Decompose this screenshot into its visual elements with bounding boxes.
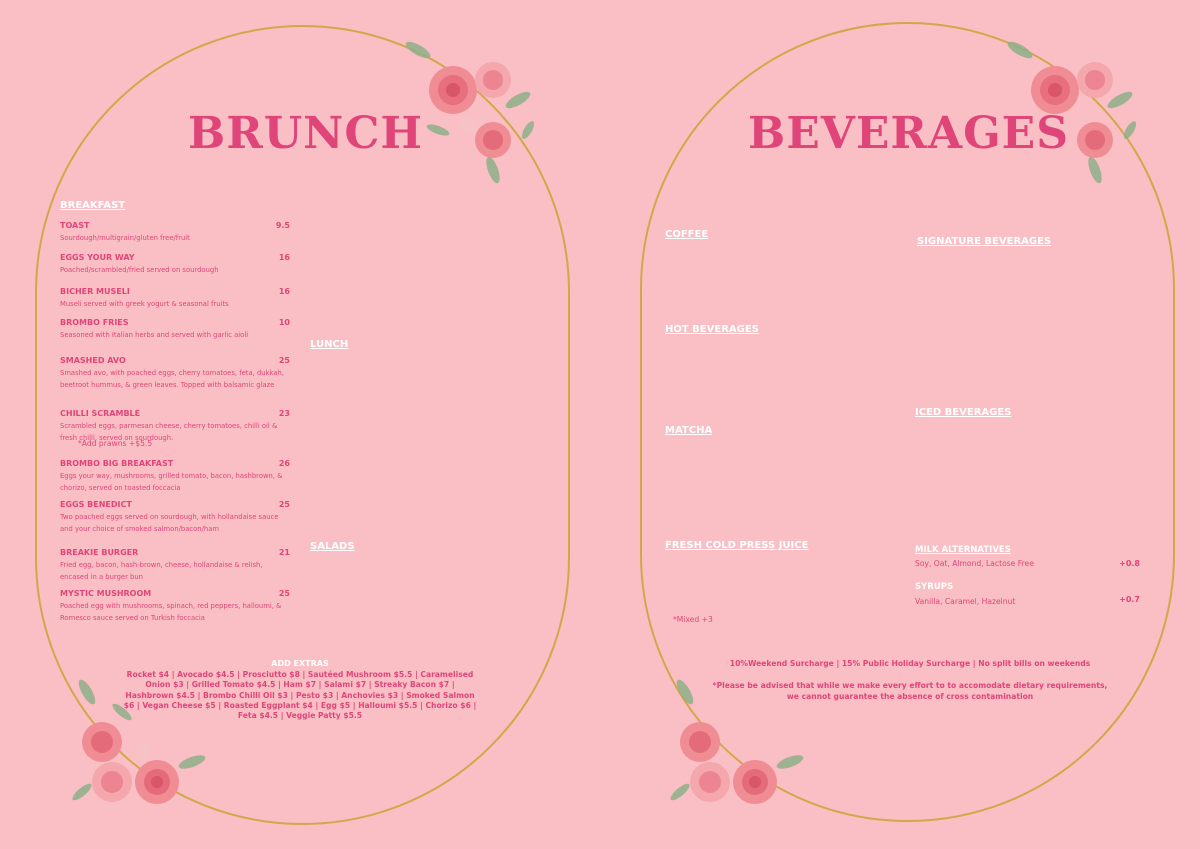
item-name: BROMBO BIG BREAKFAST [60, 459, 174, 468]
juice-heading: FRESH COLD PRESS JUICE [665, 540, 809, 551]
matcha-heading: MATCHA [665, 425, 713, 436]
menu-item [60, 459, 290, 492]
dietary-note: *Please be advised that while we make every effort to to accomodate dietary requirements, we cannot guarantee the absence of cross contamination [712, 681, 1108, 701]
item-name: MYSTIC MUSHROOM [60, 589, 152, 598]
signature-heading: SIGNATURE BEVERAGES [917, 236, 1052, 247]
extras-text: Rocket $4 | Avocado $4.5 | Prosciutto $8 | Sautéed Mushroom $5.5 | Caramelised Onion $3 | Grilled Tomato $4.5 | Ham $7 | Salami $7 | Streaky Bacon $7 | Hashbrown $4.5 | Brombo Chilli Oil $3 | Pesto $3 | Anchovies $3 | Smoked Salmon $6 | Vegan Cheese $5 | Roasted Eggplant $4 | Egg $5 | Halloumi $5.5 | Chorizo $6 | Feta $4.5 | Veggie Patty $5.5 [123, 670, 477, 721]
item-name: BROMBO FRIES [60, 318, 129, 327]
item-name: TOAST [60, 221, 90, 230]
salads-heading: SALADS [310, 541, 355, 552]
item-price: 9.5 [275, 221, 290, 230]
menu-item [60, 500, 290, 533]
surcharge-note: 10%Weekend Surcharge | 15% Public Holiday Surcharge | No split bills on weekends [729, 659, 1091, 668]
item-name: BREAKIE BURGER [60, 548, 139, 557]
juice-note: *Mixed +3 [673, 615, 713, 624]
item-price: 26 [278, 459, 290, 468]
iced-beverages-heading: ICED BEVERAGES [915, 407, 1012, 418]
item-price: 21 [278, 548, 290, 557]
syrups-heading: SYRUPS [915, 582, 954, 592]
extras-heading: ADD EXTRAS [271, 659, 329, 668]
breakfast-heading: BREAKFAST [60, 200, 126, 211]
beverages-title: BEVERAGES [748, 108, 1069, 159]
item-note: *Add prawns +$5.5 [78, 439, 153, 448]
menu-item [60, 221, 290, 242]
item-price: 16 [278, 287, 290, 296]
syrups-price: +0.7 [1119, 595, 1140, 604]
menu-item [60, 548, 290, 581]
menu-item [60, 253, 290, 274]
item-description: Two poached eggs served on sourdough, with hollandaise sauce and your choice of smoked salmon/bacon/ham [60, 513, 279, 533]
syrups-text: Vanilla, Caramel, Hazelnut [915, 597, 1016, 606]
item-price: 25 [278, 500, 290, 509]
item-price: 25 [278, 589, 290, 598]
item-description: Fried egg, bacon, hash-brown, cheese, hollandaise & relish, encased in a burger bun [60, 561, 263, 581]
item-price: 23 [278, 409, 290, 418]
milk-price: +0.8 [1119, 559, 1140, 568]
coffee-heading: COFFEE [665, 229, 709, 240]
item-name: BICHER MUSELI [60, 287, 130, 296]
menu-item [60, 356, 290, 389]
brunch-title: BRUNCH [188, 108, 423, 159]
menu-item [60, 318, 290, 339]
lunch-heading: LUNCH [310, 339, 349, 350]
item-description: Scrambled eggs, parmesan cheese, cherry tomatoes, chilli oil & fresh chilli, served on sourdough. [60, 422, 278, 442]
item-name: EGGS BENEDICT [60, 500, 132, 509]
menu-item [60, 409, 290, 448]
item-description: Museli served with greek yogurt & seasonal fruits [60, 300, 229, 308]
item-name: SMASHED AVO [60, 356, 126, 365]
item-name: EGGS YOUR WAY [60, 253, 135, 262]
hot-beverages-heading: HOT BEVERAGES [665, 324, 759, 335]
item-description: Poached/scrambled/fried served on sourdough [60, 266, 219, 274]
milk-heading: MILK ALTERNATIVES [915, 545, 1011, 555]
menu-item [60, 589, 290, 622]
item-description: Poached egg with mushrooms, spinach, red peppers, halloumi, & Romesco sauce served on Turkish foccacia [60, 602, 282, 622]
item-name: CHILLI SCRAMBLE [60, 409, 141, 418]
item-description: Smashed avo, with poached eggs, cherry tomatoes, feta, dukkah, beetroot hummus, & green leaves. Topped with balsamic glaze [60, 369, 284, 389]
item-price: 25 [278, 356, 290, 365]
item-description: Eggs your way, mushrooms, grilled tomato, bacon, hashbrown, & chorizo, served on toasted foccacia [60, 472, 283, 492]
item-price: 16 [278, 253, 290, 262]
item-price: 10 [278, 318, 290, 327]
item-description: Seasoned with Italian herbs and served with garlic aioli [60, 331, 249, 339]
milk-text: Soy, Oat, Almond, Lactose Free [915, 559, 1034, 568]
item-description: Sourdough/multigrain/gluten free/fruit [60, 234, 190, 242]
menu-item [60, 287, 290, 308]
